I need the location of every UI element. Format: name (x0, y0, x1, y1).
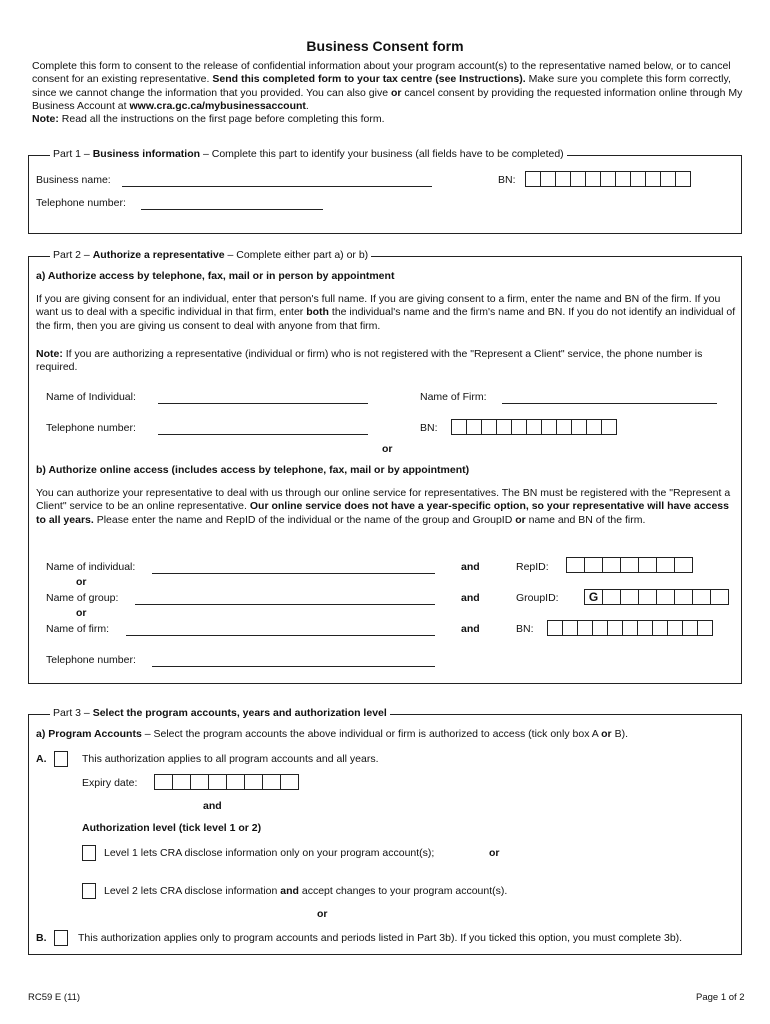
or-label-1: or (76, 576, 87, 588)
level2-text: Level 2 lets CRA disclose information and accept changes to your program account(s). (104, 885, 508, 897)
online-telephone-label: Telephone number: (46, 654, 136, 666)
option-b-text: This authorization applies only to program accounts and periods listed in Part 3b). If you ticked this option, you must complete 3b). (78, 932, 683, 944)
name-of-individual-label: Name of Individual: (46, 391, 136, 403)
online-bn-label: BN: (516, 623, 534, 635)
part1-telephone-label: Telephone number: (36, 197, 126, 209)
repid-field[interactable] (566, 557, 693, 573)
option-a-checkbox[interactable] (54, 751, 68, 767)
part2a-telephone-field[interactable] (158, 434, 368, 435)
expiry-date-label: Expiry date: (82, 777, 138, 789)
option-b-label: B. (36, 932, 47, 944)
expiry-date-field[interactable] (154, 774, 299, 790)
authorization-level-heading: Authorization level (tick level 1 or 2) (82, 822, 262, 834)
repid-label: RepID: (516, 561, 549, 573)
name-of-group-field[interactable] (135, 604, 435, 605)
part1-legend: Part 1 – Business information – Complete this part to identify your business (all fields have to be completed) (50, 148, 567, 160)
name-of-firm-field[interactable] (502, 403, 717, 404)
online-name-of-individual-label: Name of individual: (46, 561, 136, 573)
and-label-3: and (461, 623, 480, 635)
online-telephone-field[interactable] (152, 666, 435, 667)
and-label-1: and (461, 561, 480, 573)
level2-checkbox[interactable] (82, 883, 96, 899)
part2a-instructions: If you are giving consent for an individual, enter that person's full name. If you are giving consent to a firm, enter the name and BN of the firm. If you want us to deal with a specific individual in that firm, enter both the individual's name and the firm's name and BN. If you do not identify an individual of the firm, then you are giving us consent to deal with anyone from that firm. (36, 293, 736, 332)
online-name-of-firm-label: Name of firm: (46, 623, 110, 635)
level1-checkbox[interactable] (82, 845, 96, 861)
part2-or-divider: or (382, 443, 393, 455)
part2-legend: Part 2 – Authorize a representative – Complete either part a) or b) (50, 249, 371, 261)
part2a-telephone-label: Telephone number: (46, 422, 136, 434)
level1-text: Level 1 lets CRA disclose information only on your program account(s); (104, 847, 435, 859)
groupid-label: GroupID: (516, 592, 559, 604)
part3-or-divider: or (317, 908, 328, 920)
part1-section (28, 155, 742, 234)
part2a-heading: a) Authorize access by telephone, fax, mail or in person by appointment (36, 270, 395, 282)
online-name-of-individual-field[interactable] (152, 573, 435, 574)
name-of-individual-field[interactable] (158, 403, 368, 404)
page-number: Page 1 of 2 (696, 992, 745, 1003)
level-or-label: or (489, 847, 500, 859)
name-of-group-label: Name of group: (46, 592, 119, 604)
option-a-text: This authorization applies to all program accounts and all years. (82, 753, 379, 765)
part2b-instructions: You can authorize your representative to deal with us through our online service for representatives. The BN must be registered with the "Represent a Client" service to be an online representative. Our online service does not have a year-specific option, so your representative will have access to all years. Please enter the name and RepID of the individual or the name of the group and GroupID or name and BN of the firm. (36, 487, 731, 526)
business-name-label: Business name: (36, 174, 111, 186)
part1-telephone-field[interactable] (141, 209, 323, 210)
intro-paragraph: Complete this form to consent to the release of confidential information about your program account(s) to the representative named below, or to cancel consent for an existing representative. Send this completed form to your tax centre (see Instructions). Make sure you complete this form correctly, since we cannot change the information that you provided. You can also give or cancel consent by providing the requested information online through My Business Account at www.cra.gc.ca/mybusinessaccount. Note: Read all the instructions on the first page before completing this form. (32, 60, 743, 126)
business-name-field[interactable] (122, 186, 432, 187)
name-of-firm-label: Name of Firm: (420, 391, 487, 403)
or-label-2: or (76, 607, 87, 619)
form-code: RC59 E (11) (28, 992, 81, 1003)
my-business-account-link[interactable]: www.cra.gc.ca/mybusinessaccount (129, 99, 306, 112)
option-b-checkbox[interactable] (54, 930, 68, 946)
groupid-prefix: G (585, 590, 603, 604)
part3-section (28, 714, 742, 955)
part1-bn-label: BN: (498, 174, 516, 186)
part2a-bn-label: BN: (420, 422, 438, 434)
form-title: Business Consent form (306, 38, 464, 54)
part2b-heading: b) Authorize online access (includes access by telephone, fax, mail or by appointment) (36, 464, 470, 476)
part2a-bn-field[interactable] (451, 419, 617, 435)
groupid-field[interactable] (584, 589, 729, 605)
and-label-2: and (461, 592, 480, 604)
part3a-heading: a) Program Accounts – Select the program accounts the above individual or firm is authorized to access (tick only box A or B). (36, 728, 628, 740)
option-a-label: A. (36, 753, 47, 765)
part3-and-label: and (203, 800, 222, 812)
part2a-note: Note: If you are authorizing a representative (individual or firm) who is not registered with the "Represent a Client" service, the phone number is required. (36, 348, 703, 374)
part3-legend: Part 3 – Select the program accounts, years and authorization level (50, 707, 390, 719)
online-name-of-firm-field[interactable] (126, 635, 435, 636)
part1-bn-field[interactable] (525, 171, 691, 187)
online-bn-field[interactable] (547, 620, 713, 636)
